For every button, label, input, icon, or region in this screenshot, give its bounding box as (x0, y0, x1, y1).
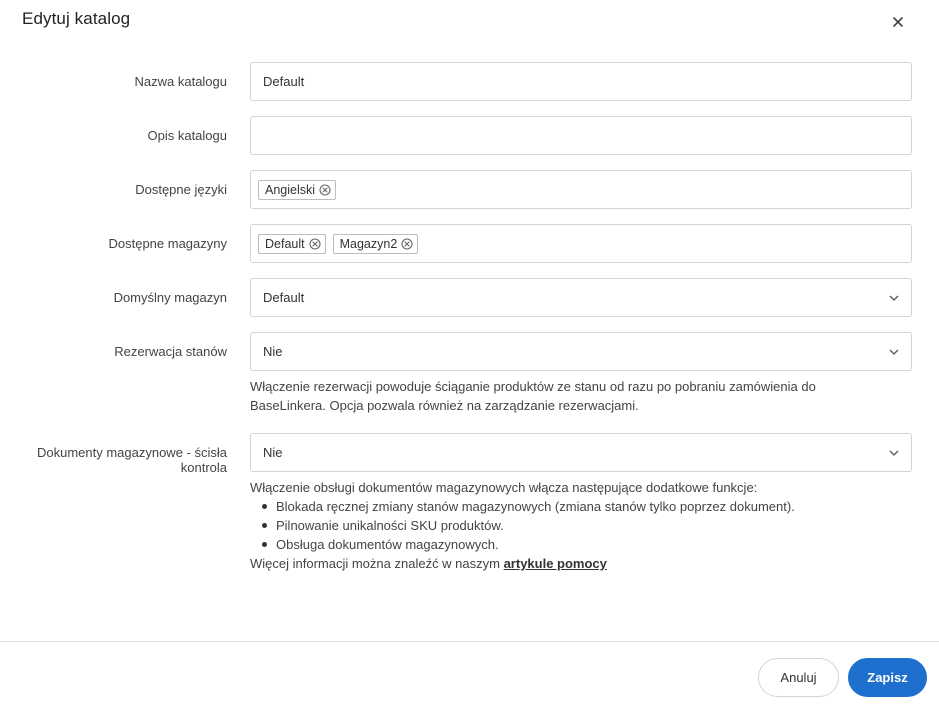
remove-tag-button[interactable] (319, 184, 331, 196)
chevron-down-icon (889, 347, 899, 357)
footer-divider (0, 641, 939, 642)
warehouse-tag (258, 234, 326, 254)
list-item: Blokada ręcznej zmiany stanów magazynowych (zmiana stanów tylko poprzez dokument). (260, 497, 890, 516)
warehouse-tag (333, 234, 419, 254)
list-item: Obsługa dokumentów magazynowych. (260, 535, 890, 554)
warehouse-documents-value: Nie (263, 445, 283, 460)
chevron-down-icon (889, 448, 899, 458)
stock-reservation-value: Nie (263, 344, 283, 359)
help-more-info (250, 554, 890, 573)
warehouse-tag-label: Magazyn2 (339, 236, 398, 251)
cancel-button[interactable]: Anuluj (758, 658, 839, 697)
save-button[interactable]: Zapisz (848, 658, 927, 697)
remove-tag-button[interactable] (401, 238, 413, 250)
warehouse-tag-label: Default (265, 236, 305, 251)
available-warehouses-label: Dostępne magazyny (108, 236, 227, 251)
default-warehouse-select[interactable] (250, 278, 912, 317)
default-warehouse-value: Default (263, 290, 305, 305)
catalog-name-input[interactable] (263, 63, 899, 100)
available-languages-label: Dostępne języki (135, 182, 227, 197)
warehouse-documents-label (7, 445, 227, 475)
language-tag (258, 180, 336, 200)
catalog-name-field[interactable] (250, 62, 912, 101)
help-more-prefix: Więcej informacji można znaleźć w naszym (250, 556, 504, 571)
circle-x-icon (401, 238, 413, 250)
stock-reservation-select[interactable] (250, 332, 912, 371)
catalog-description-label: Opis katalogu (147, 128, 227, 143)
help-intro: Włączenie obsługi dokumentów magazynowych włącza następujące dodatkowe funkcje: (250, 480, 758, 495)
close-icon (893, 17, 903, 27)
dialog-title: Edytuj katalog (22, 9, 131, 28)
warehouse-documents-label-line1: Dokumenty magazynowe - ścisła (36, 445, 227, 460)
help-article-link[interactable]: artykule pomocy (503, 556, 607, 571)
available-languages-multiselect[interactable] (250, 170, 912, 209)
chevron-down-icon (889, 293, 899, 303)
list-item: Pilnowanie unikalności SKU produktów. (260, 516, 890, 535)
stock-reservation-help: Włączenie rezerwacji powoduje ściąganie produktów ze stanu od razu po pobraniu zamówienia do BaseLinkera. Opcja pozwala również na zarządzanie rezerwacjami. (250, 379, 816, 413)
circle-x-icon (309, 238, 321, 250)
circle-x-icon (319, 184, 331, 196)
help-feature-list (250, 497, 890, 554)
language-tag-label: Angielski (265, 182, 316, 197)
remove-tag-button[interactable] (309, 238, 321, 250)
warehouse-documents-help (250, 478, 890, 573)
dialog-header (0, 0, 939, 44)
warehouse-documents-select[interactable] (250, 433, 912, 472)
default-warehouse-label: Domyślny magazyn (113, 290, 227, 305)
catalog-description-input[interactable] (263, 117, 899, 154)
catalog-description-field[interactable] (250, 116, 912, 155)
available-warehouses-multiselect[interactable] (250, 224, 912, 263)
stock-reservation-label: Rezerwacja stanów (114, 344, 227, 359)
catalog-name-label: Nazwa katalogu (134, 74, 227, 89)
close-button[interactable] (888, 12, 908, 32)
warehouse-documents-label-line2: kontrola (180, 460, 227, 475)
